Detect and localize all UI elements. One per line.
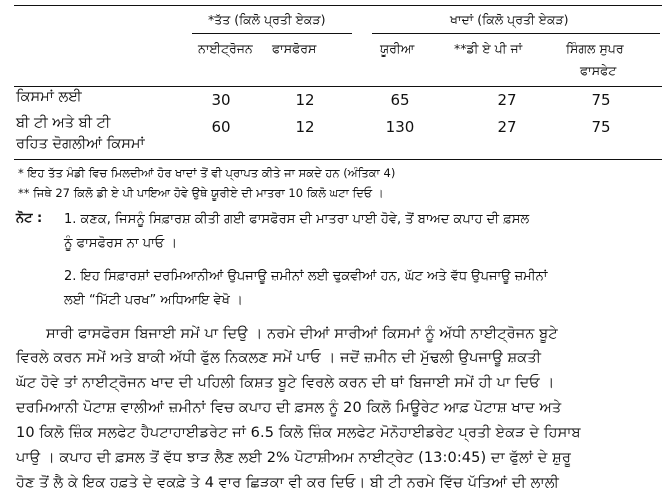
paragraph-line: ਦਰਮਿਆਨੀ ਪੋਟਾਸ਼ ਵਾਲੀਆਂ ਜ਼ਮੀਨਾਂ ਵਿਚ ਕਪਾਹ ਦੀ ਫ਼ਸਲ ਨੂੰ 20 ਕਿਲੋ ਮਿਊਰੇਟ ਆਫ਼ ਪੋਟਾਸ਼ ਖਾਦ ਅਤੇ xyxy=(16,400,562,416)
row-label: ਕਿਸਮਾਂ ਲਈ xyxy=(16,89,82,105)
paragraph-line: ਹੋਣ ਤੋਂ ਲੈ ਕੇ ਇਕ ਹਫ਼ਤੇ ਦੇ ਵਕਫ਼ੇ ਤੇ 4 ਵਾਰ ਛਿੜਕਾ ਵੀ ਕਰ ਦਿਓ। ਬੀ ਟੀ ਨਰਮੇ ਵਿੱਚ ਪੱਤਿਆਂ ਦੀ ਲਾਲੀ xyxy=(16,475,559,491)
footnote-dap: ** ਜਿਥੇ 27 ਕਿਲੋ ਡੀ ਏ ਪੀ ਪਾਇਆ ਹੋਵੇ ਉਥੇ ਯੂਰੀਏ ਦੀ ਮਾਤਰਾ 10 ਕਿਲੋ ਘਟਾ ਦਿਓ । xyxy=(18,186,384,200)
paragraph-line: ਘੱਟ ਹੋਵੇ ਤਾਂ ਨਾਈਟ੍ਰੋਜਨ ਖਾਦ ਦੀ ਪਹਿਲੀ ਕਿਸ਼ਤ ਬੂਟੇ ਵਿਰਲੇ ਕਰਨ ਦੀ ਥਾਂ ਬਿਜਾਈ ਸਮੇਂ ਹੀ ਪਾ ਦਿਓ । xyxy=(16,375,555,391)
cell-ssp: 75 xyxy=(591,118,611,136)
cell-ssp: 75 xyxy=(591,91,611,109)
note-1-line1: 1. ਕਣਕ, ਜਿਸਨੂੰ ਸਿਫ਼ਾਰਸ਼ ਕੀਤੀ ਗਈ ਫਾਸਫੋਰਸ ਦੀ ਮਾਤਰਾ ਪਾਈ ਹੋਵੇ, ਤੋਂ ਬਾਅਦ ਕਪਾਹ ਦੀ ਫ਼ਸਲ xyxy=(64,212,530,227)
col-header-phosphorus: ਫਾਸਫੋਰਸ xyxy=(272,41,317,56)
footnote-elements: * ਇਹ ਤੱਤ ਮੰਡੀ ਵਿਚ ਮਿਲਦੀਆਂ ਹੋਰ ਖਾਦਾਂ ਤੋਂ ਵੀ ਪ੍ਰਾਪਤ ਕੀਤੇ ਜਾ ਸਕਦੇ ਹਨ (ਅੰਤਿਕਾ 4) xyxy=(18,166,396,180)
cell-nitrogen: 60 xyxy=(211,118,231,136)
table-bottom-rule xyxy=(14,159,662,160)
cell-urea: 130 xyxy=(385,118,415,136)
cell-phosphorus: 12 xyxy=(295,91,315,109)
note-2-line1: 2. ਇਹ ਸਿਫ਼ਾਰਸ਼ਾਂ ਦਰਮਿਆਨੀਆਂ ਉਪਜਾਊ ਜ਼ਮੀਨਾਂ ਲਈ ਢੁਕਵੀਆਂ ਹਨ, ਘੱਟ ਅਤੇ ਵੱਧ ਉਪਜਾਊ ਜ਼ਮੀਨਾਂ xyxy=(64,269,548,284)
row-label-line1: ਬੀ ਟੀ ਅਤੇ ਬੀ ਟੀ xyxy=(16,115,111,131)
cell-dap: 27 xyxy=(497,91,517,109)
cell-nitrogen: 30 xyxy=(211,91,231,109)
fertilizers-group-rule xyxy=(372,33,660,34)
note-1-line2: ਨੂੰ ਫਾਸਫੋਰਸ ਨਾ ਪਾਓ । xyxy=(64,236,178,251)
paragraph-line: ਪਾਉ । ਕਪਾਹ ਦੀ ਫ਼ਸਲ ਤੋਂ ਵੱਧ ਝਾੜ ਲੈਣ ਲਈ 2% ਪੋਟਾਸ਼ੀਅਮ ਨਾਈਟ੍ਰੇਟ (13:0:45) ਦਾ ਫੁੱਲਾਂ ਦੇ ਸ਼ੁਰੂ xyxy=(16,450,572,466)
table-header-rule xyxy=(14,86,662,87)
row-label-line2: ਰਹਿਤ ਦੋਗਲੀਆਂ ਕਿਸਮਾਂ xyxy=(16,136,145,152)
table-top-rule xyxy=(14,5,662,6)
col-header-ssp-line2: ਫਾਸਫੇਟ xyxy=(580,63,617,78)
paragraph-line: ਵਿਰਲੇ ਕਰਨ ਸਮੇਂ ਅਤੇ ਬਾਕੀ ਅੱਧੀ ਫੁੱਲ ਨਿਕਲਣ ਸਮੇਂ ਪਾਓ । ਜਦੋਂ ਜ਼ਮੀਨ ਦੀ ਮੁੱਢਲੀ ਉਪਜਾਊ ਸ਼ਕਤੀ xyxy=(16,350,542,366)
col-header-ssp-line1: ਸਿੰਗਲ ਸੁਪਰ xyxy=(566,41,624,56)
elements-group-header: *ਤੱਤ (ਕਿਲੋ ਪ੍ਰਤੀ ਏਕੜ) xyxy=(208,12,326,27)
fertilizers-group-header: ਖਾਦਾਂ (ਕਿਲੋ ਪ੍ਰਤੀ ਏਕੜ) xyxy=(450,12,569,27)
elements-group-rule xyxy=(192,33,352,34)
col-header-urea: ਯੂਰੀਆ xyxy=(380,41,415,56)
col-header-dap: **ਡੀ ਏ ਪੀ ਜਾਂ xyxy=(454,41,523,56)
paragraph-line: ਸਾਰੀ ਫਾਸਫੋਰਸ ਬਿਜਾਈ ਸਮੇਂ ਪਾ ਦਿਉ । ਨਰਮੇ ਦੀਆਂ ਸਾਰੀਆਂ ਕਿਸਮਾਂ ਨੂੰ ਅੱਧੀ ਨਾਈਟ੍ਰੋਜਨ ਬੂਟੇ xyxy=(46,326,558,342)
cell-phosphorus: 12 xyxy=(295,118,315,136)
cell-urea: 65 xyxy=(390,91,410,109)
note-label: ਨੋਟ : xyxy=(16,211,43,226)
note-2-line2: ਲਈ “ਮਿੱਟੀ ਪਰਖ” ਅਧਿਆਇ ਵੇਖੋ । xyxy=(64,293,243,308)
col-header-nitrogen: ਨਾਈਟ੍ਰੋਜਨ xyxy=(198,41,253,56)
paragraph-line: 10 ਕਿਲੋ ਜ਼ਿੰਕ ਸਲਫੇਟ ਹੈਪਟਾਹਾਈਡਰੇਟ ਜਾਂ 6.5 ਕਿਲੋ ਜ਼ਿੰਕ ਸਲਫੇਟ ਮੋਨੋਹਾਈਡਰੇਟ ਪ੍ਰਤੀ ਏਕੜ ਦੇ ਹਿਸਾਬ xyxy=(16,425,581,441)
cell-dap: 27 xyxy=(497,118,517,136)
